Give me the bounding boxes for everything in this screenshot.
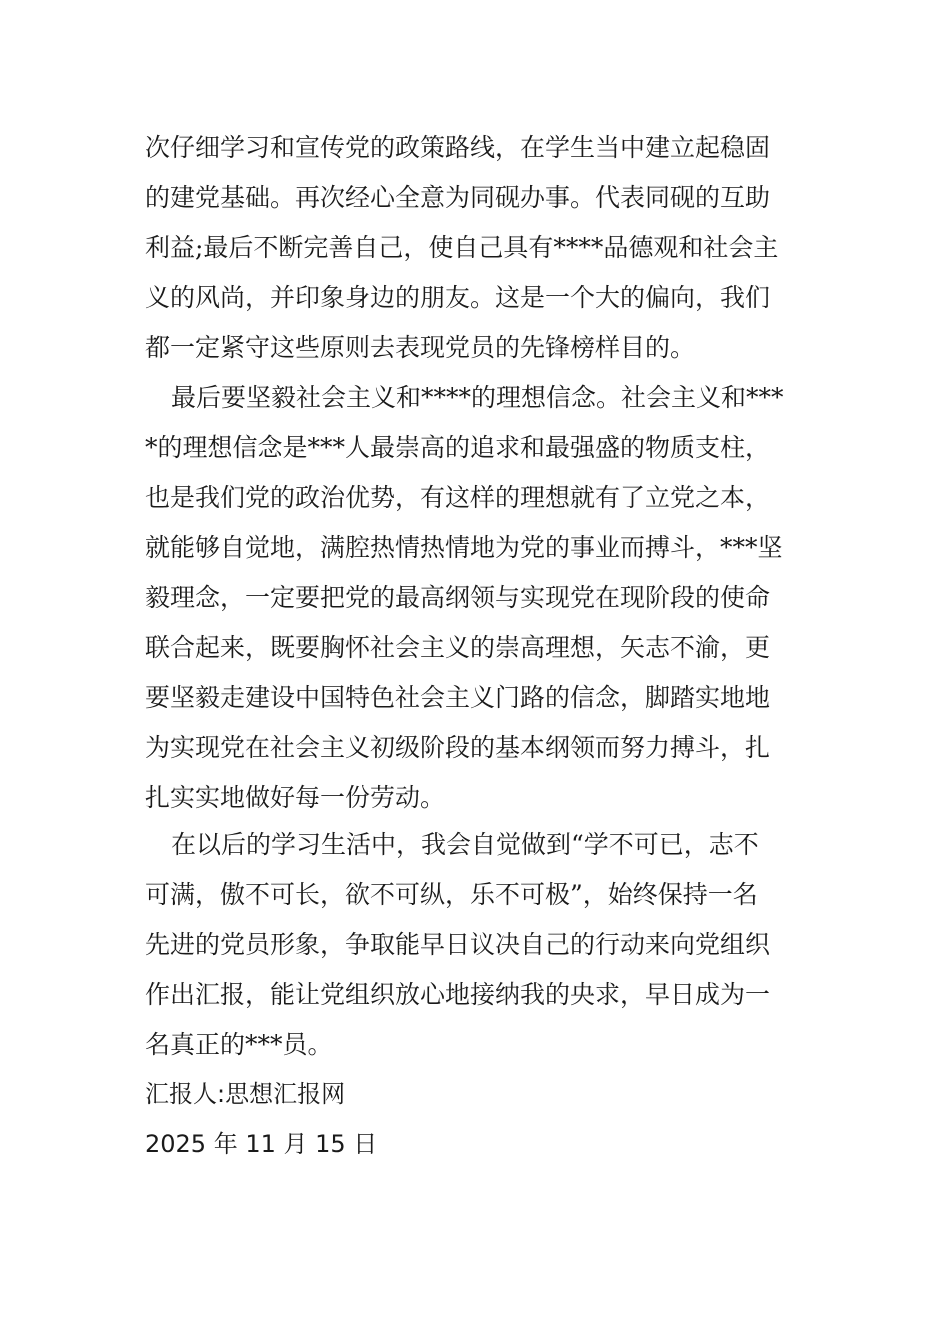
paragraph-line: 义的风尚，并印象身边的朋友。这是一个大的偏向，我们 xyxy=(145,283,771,312)
paragraph-line: 联合起来，既要胸怀社会主义的崇高理想，矢志不渝，更 xyxy=(145,633,771,662)
paragraph-line: 最后要坚毅社会主义和****的理想信念。社会主义和*** xyxy=(171,383,784,412)
paragraph-line: 作出汇报，能让党组织放心地接纳我的央求，早日成为一 xyxy=(145,980,771,1009)
paragraph-line: 就能够自觉地，满腔热情热情地为党的事业而搏斗，***坚 xyxy=(145,533,783,562)
paragraph-line: 为实现党在社会主义初级阶段的基本纲领而努力搏斗，扎 xyxy=(145,733,771,762)
paragraph-line: 先进的党员形象，争取能早日议决自己的行动来向党组织 xyxy=(145,930,771,959)
paragraph-line: 要坚毅走建设中国特色社会主义门路的信念，脚踏实地地 xyxy=(145,683,771,712)
paragraph-line: 利益;最后不断完善自己，使自己具有****品德观和社会主 xyxy=(145,233,779,262)
paragraph-line: 的建党基础。再次经心全意为同砚办事。代表同砚的互助 xyxy=(145,183,771,212)
reporter-signature: 汇报人:思想汇报网 xyxy=(145,1080,346,1108)
paragraph-line: *的理想信念是***人最崇高的追求和最强盛的物质支柱， xyxy=(145,433,771,462)
paragraph-line: 扎实实地做好每一份劳动。 xyxy=(145,783,446,812)
paragraph-line: 名真正的***员。 xyxy=(145,1030,333,1059)
paragraph-line: 毅理念，一定要把党的最高纲领与实现党在现阶段的使命 xyxy=(145,583,771,612)
paragraph-line: 在以后的学习生活中，我会自觉做到“学不可已，志不 xyxy=(171,830,759,859)
paragraph-line: 次仔细学习和宣传党的政策路线，在学生当中建立起稳固 xyxy=(145,133,771,162)
paragraph-line: 可满，傲不可长，欲不可纵，乐不可极”，始终保持一名 xyxy=(145,880,758,909)
report-date: 2025 年 11 月 15 日 xyxy=(145,1130,378,1158)
paragraph-line: 也是我们党的政治优势，有这样的理想就有了立党之本， xyxy=(145,483,771,512)
paragraph-line: 都一定紧守这些原则去表现党员的先锋榜样目的。 xyxy=(145,333,696,362)
